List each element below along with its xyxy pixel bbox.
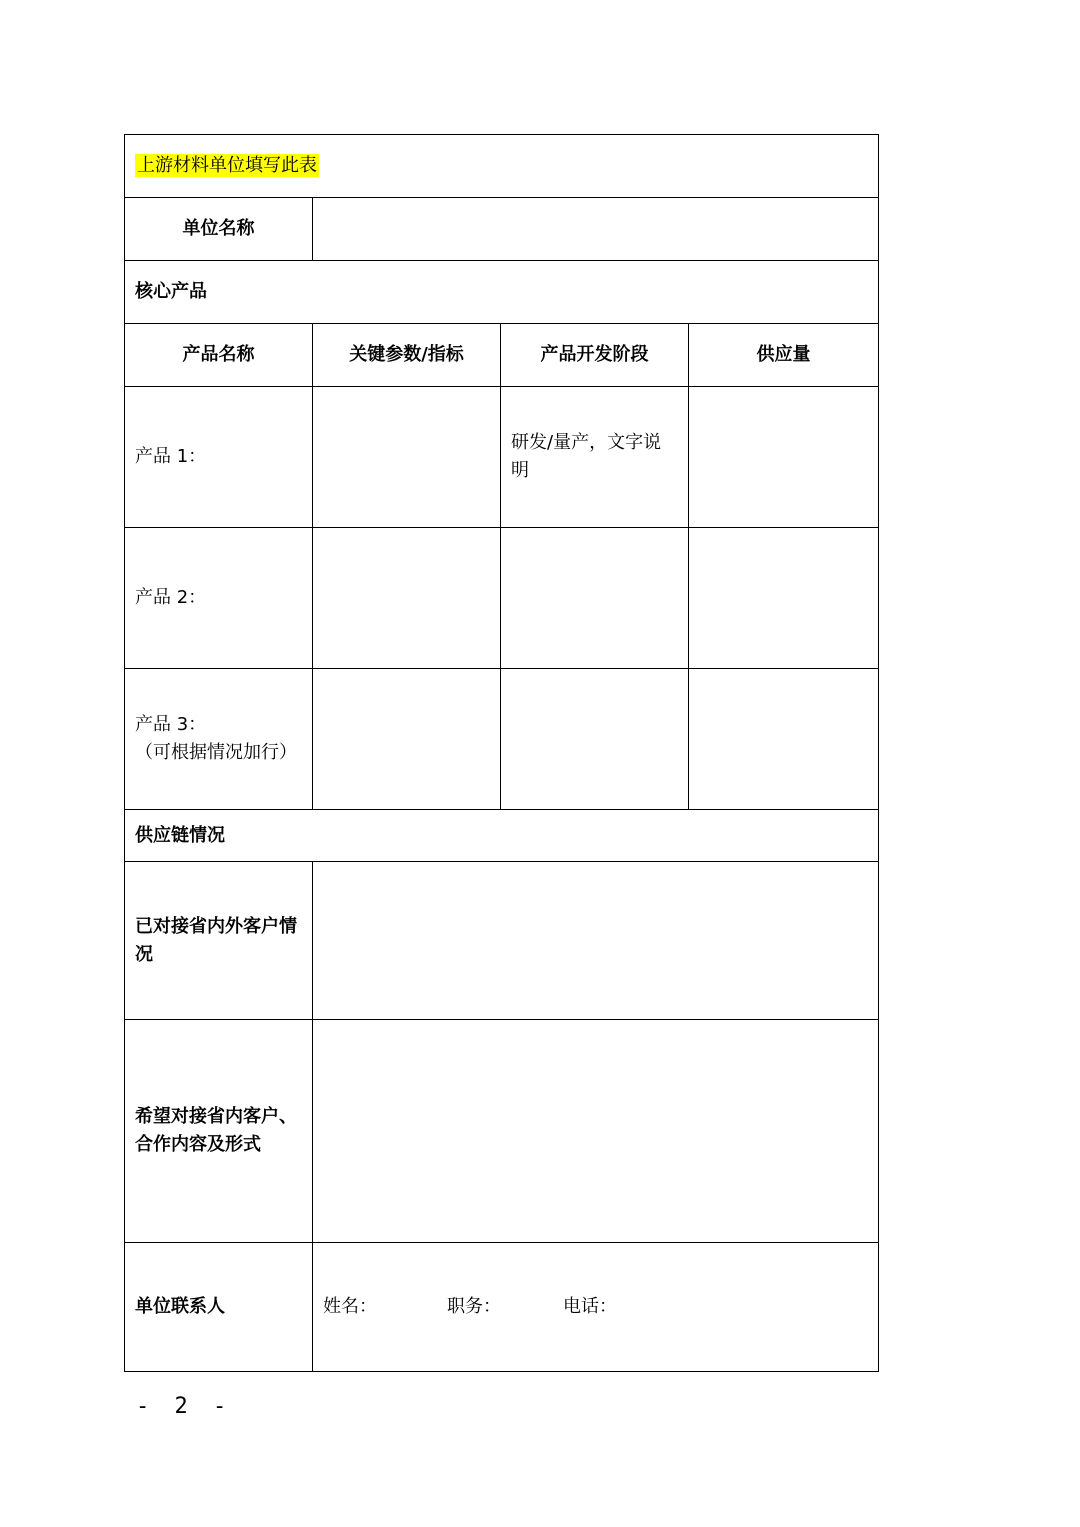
product-3-stage-field[interactable] <box>501 669 689 810</box>
product-1-stage-field[interactable]: 研发/量产，文字说明 <box>501 387 689 528</box>
table-row <box>125 528 879 669</box>
form-header-note: 上游材料单位填写此表 <box>137 155 317 176</box>
upstream-materials-form <box>124 134 879 1372</box>
table-row <box>125 669 879 810</box>
product-3-params-field[interactable] <box>313 669 501 810</box>
column-header-dev-stage: 产品开发阶段 <box>501 324 689 387</box>
product-2-name: 产品 2： <box>125 528 313 669</box>
unit-name-field[interactable] <box>313 198 879 261</box>
column-header-product-name: 产品名称 <box>125 324 313 387</box>
supply-chain-heading: 供应链情况 <box>125 810 879 862</box>
product-1-supply-field[interactable] <box>689 387 879 528</box>
column-header-key-params: 关键参数/指标 <box>313 324 501 387</box>
unit-name-label: 单位名称 <box>125 198 313 261</box>
product-1-params-field[interactable] <box>313 387 501 528</box>
contact-label: 单位联系人 <box>125 1243 313 1372</box>
desired-clients-field[interactable] <box>313 1020 879 1243</box>
core-products-heading: 核心产品 <box>125 261 879 324</box>
contact-title-label[interactable]: 职务： <box>447 1296 501 1317</box>
product-3-note: （可根据情况加行） <box>135 742 297 763</box>
desired-clients-label: 希望对接省内客户、合作内容及形式 <box>125 1020 313 1243</box>
page-number: - 2 - <box>136 1394 233 1419</box>
contact-fields <box>313 1243 879 1372</box>
product-2-supply-field[interactable] <box>689 528 879 669</box>
product-3-cell <box>125 669 313 810</box>
product-2-stage-field[interactable] <box>501 528 689 669</box>
product-1-name: 产品 1： <box>125 387 313 528</box>
column-header-supply: 供应量 <box>689 324 879 387</box>
table-row <box>125 387 879 528</box>
contact-name-label[interactable]: 姓名： <box>323 1296 377 1317</box>
product-3-supply-field[interactable] <box>689 669 879 810</box>
form-header-cell <box>125 135 879 198</box>
existing-clients-label: 已对接省内外客户情况 <box>125 862 313 1020</box>
product-2-params-field[interactable] <box>313 528 501 669</box>
contact-phone-label[interactable]: 电话： <box>563 1296 617 1317</box>
product-3-name: 产品 3： <box>135 714 207 735</box>
existing-clients-field[interactable] <box>313 862 879 1020</box>
